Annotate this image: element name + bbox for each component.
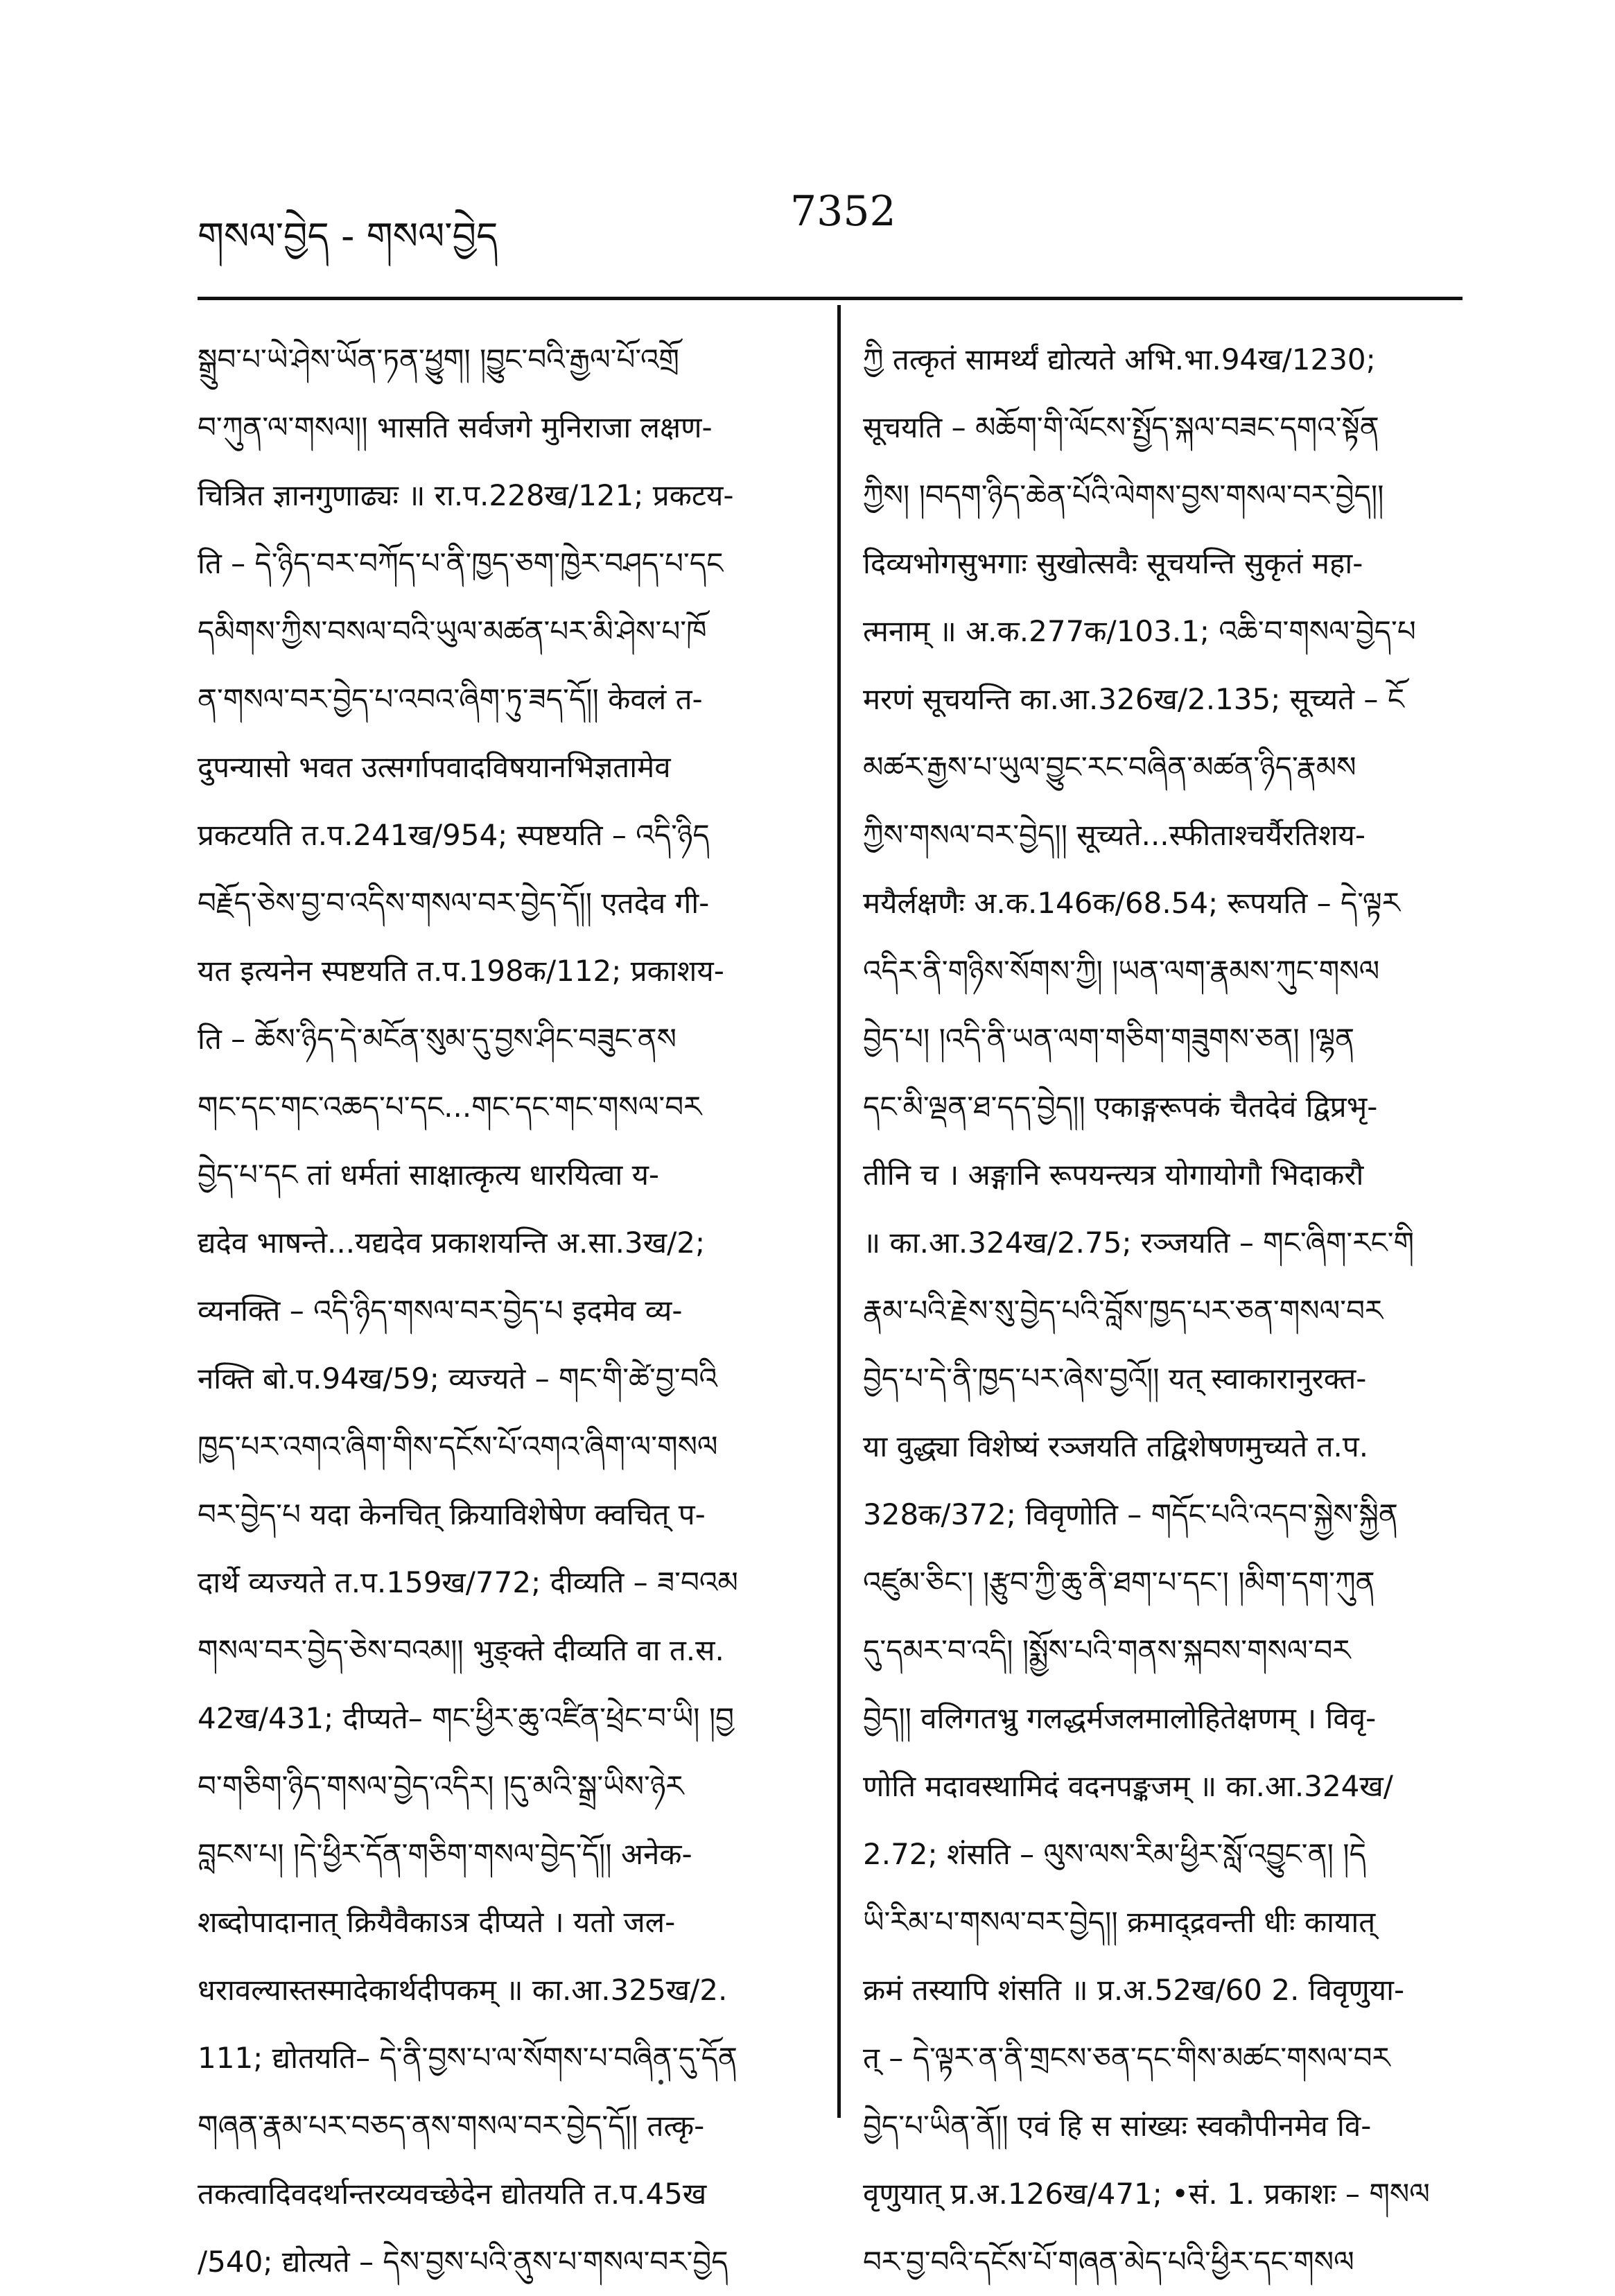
text-line: བརྗོད་ཅེས་བྱ་བ་འདིས་གསལ་བར་བྱེད་དོ།། एतदेव गी-	[198, 886, 710, 920]
text-line: དམིགས་ཀྱིས་བསལ་བའི་ཡུལ་མཚན་པར་མི་ཤེས་པ་ཁོ	[198, 614, 707, 648]
text-line: णोति मदावस्थामिदं वदनपङ्कजम् ॥ का.आ.324ख/	[863, 1769, 1393, 1803]
text-line: འཛུམ་ཅིང་། །རྩུབ་ཀྱི་ཆུ་ནི་ཐག་པ་དང་། །མིག་དག་ཀུན	[863, 1565, 1375, 1599]
text-line: གསལ་བར་བྱེད་ཅེས་བའམ།། भुङ्क्ते दीव्यति वा त.स.	[198, 1633, 724, 1667]
left-column	[198, 326, 814, 2279]
column-divider	[837, 305, 841, 2118]
text-line: धरावल्यास्तस्मादेकार्थदीपकम् ॥ का.आ.325ख/2.	[198, 1973, 728, 2007]
text-line: བྱེད་པ། །འདི་ནི་ཡན་ལག་གཅིག་གཟུགས་ཅན། །ལྷན	[863, 1022, 1355, 1056]
text-line: तकत्वादिवदर्थान्तरव्यवच्छेदेन द्योतयति त.प.45ख	[198, 2177, 707, 2211]
text-line: བྱེད་པ་ཡིན་ནོ།། एवं हि स सांख्यः स्वकौपीनमेव वि-	[863, 2109, 1372, 2143]
text-line: བར་བྱ་བའི་དངོས་པོ་གཞན་མེད་པའི་ཕྱིར་དང་གསལ	[863, 2245, 1354, 2279]
text-line: ति – དེ་ཉིད་བར་བཀོད་པ་ནི་ཁྱད་ཅག་ཁྱེར་བཤད་པ་དང	[198, 546, 724, 580]
text-line: ॥ का.आ.324ख/2.75; रञ्जयति – གང་ཞིག་རང་གི	[863, 1226, 1415, 1260]
text-line: ན་གསལ་བར་བྱེད་པ་འབའ་ཞིག་ཏུ་ཟད་དོ།། केवलं त-	[198, 682, 703, 716]
text-line: मरणं सूचयन्ति का.आ.326ख/2.135; सूच्यते – ངོ	[863, 682, 1404, 716]
text-line: व्यनक्ति – འདི་ཉིད་གསལ་བར་བྱེད་པ इदमेव व्य-	[198, 1294, 683, 1328]
text-line: གང་དང་གང་འཆད་པ་དང...གང་དང་གང་གསལ་བར	[198, 1090, 702, 1124]
text-line: ཀྱིས་གསལ་བར་བྱེད།། सूच्यते...स्फीताश्चर्यैरतिशय-	[863, 818, 1366, 852]
text-line: བྱེད་པ་དེ་ནི་ཁྱད་པར་ཞེས་བྱའོ།། यत् स्वाकारानुरक्त-	[863, 1362, 1367, 1395]
text-line: རྣམ་པའི་རྗེས་སུ་བྱེད་པའི་བློས་ཁྱད་པར་ཅན་གསལ་བར	[863, 1294, 1383, 1328]
page-number: 7352	[790, 187, 896, 236]
text-line: 328क/372; विवृणोति – གདོང་པའི་འདབ་སྐྱེས་སྐྱིན	[863, 1497, 1398, 1531]
text-line: दुपन्यासो भवत उत्सर्गापवादविषयानभिज्ञतामेव	[198, 750, 671, 784]
page-header	[0, 187, 1615, 258]
text-line: चित्रित ज्ञानगुणाढ्यः ॥ रा.प.228ख/121; प्रकटय-	[198, 478, 734, 512]
text-line: མཚར་རྒྱས་པ་ཡུལ་བྱུང་རང་བཞིན་མཚན་ཉིད་རྣམས	[863, 750, 1356, 784]
text-line: ति – ཆོས་ཉིད་དེ་མངོན་སུམ་དུ་བྱས་ཤིང་བཟུང་ནས	[198, 1022, 676, 1056]
text-line: दार्थे व्यज्यते त.प.159ख/772; दीव्यति – ཟ་བའམ	[198, 1565, 738, 1599]
stray-dot	[658, 2080, 663, 2085]
text-line: གཞན་རྣམ་པར་བཅད་ནས་གསལ་བར་བྱེད་དོ།། तत्कृ-	[198, 2109, 705, 2143]
text-line: 42ख/431; दीप्यते– གང་ཕྱིར་ཆུ་འཛིན་ཕྲེང་བ་ཡི། །བྱ	[198, 1701, 735, 1735]
text-line: བ་གཅིག་ཉིད་གསལ་བྱེད་འདིར། །དུ་མའི་སྒྲ་ཡིས་ཉེར	[198, 1769, 684, 1803]
text-line: द्यदेव भाषन्ते...यद्यदेव प्रकाशयन्ति अ.सा.3ख/2;	[198, 1226, 706, 1260]
text-line: वृणुयात् प्र.अ.126ख/471; •सं. 1. प्रकाशः – གསལ	[863, 2177, 1430, 2211]
text-line: शब्दोपादानात् क्रियैवैकाऽत्र दीप्यते । यतो जल-	[198, 1905, 676, 1939]
text-line: मयैर्लक्षणैः अ.क.146क/68.54; रूपयति – དེ་ལྟར	[863, 886, 1401, 920]
right-column	[863, 326, 1466, 2279]
header-rule	[198, 297, 1463, 300]
text-line: त् – དེ་ལྟར་ན་ནི་གྲངས་ཅན་དང་གིས་མཚང་གསལ་བར	[863, 2041, 1390, 2075]
running-head: གསལ་བྱེད - གསལ་བྱེད	[198, 214, 498, 258]
text-line: 2.72; शंसति – ལུས་ལས་རིམ་ཕྱིར་སློ་འབྱུང་ན། །དེ	[863, 1837, 1366, 1871]
text-line: བླངས་པ། །དེ་ཕྱིར་དོན་གཅིག་གསལ་བྱེད་དོ།། अनेक-	[198, 1837, 692, 1871]
text-line: སྒྲུབ་པ་ཡེ་ཤེས་ཡོན་ཏན་ཕྱུག། །བྱུང་བའི་རྒྱལ་པོ་འགྲོ	[198, 342, 679, 376]
text-line: ཁྱད་པར་འགའ་ཞིག་གིས་དངོས་པོ་འགའ་ཞིག་ལ་གསལ	[198, 1429, 718, 1463]
text-line: प्रकटयति त.प.241ख/954; स्पष्टयति – འདི་ཉིད	[198, 818, 710, 852]
text-line: ཀྱིས། །བདག་ཉིད་ཆེན་པོའི་ལེགས་བྱས་གསལ་བར་བྱེད།།	[863, 478, 1384, 512]
text-line: དུ་དམར་བ་འདི། །སྨྱོས་པའི་གནས་སྐབས་གསལ་བར	[863, 1633, 1351, 1667]
text-line: ཡི་རིམ་པ་གསལ་བར་བྱེད།། क्रमाद्द्रवन्ती धीः कायात्	[863, 1905, 1376, 1939]
text-line: नक्ति बो.प.94ख/59; व्यज्यते – གང་གི་ཚེ་བྱ་བའི	[198, 1362, 717, 1395]
text-line: བར་བྱེད་པ यदा केनचित् क्रियाविशेषेण क्वचित् प-	[198, 1497, 706, 1531]
text-line: दिव्यभोगसुभगाः सुखोत्सवैः सूचयन्ति सुकृतं महा-	[863, 546, 1363, 580]
text-line: བྱེད་པ་དང तां धर्मतां साक्षात्कृत्य धारयित्वा य-	[198, 1158, 660, 1192]
text-line: 111; द्योतयति– དེ་ནི་བྱས་པ་ལ་སོགས་པ་བཞིན་དུ་དོན	[198, 2041, 737, 2075]
text-line: བ་ཀུན་ལ་གསལ།། भासति सर्वजगे मुनिराजा लक्षण-	[198, 410, 713, 444]
text-line: यत इत्यनेन स्पष्टयति त.प.198क/112; प्रकाशय-	[198, 954, 724, 988]
text-line: འདིར་ནི་གཉིས་སོགས་ཀྱི། །ཡན་ལག་རྣམས་ཀུང་གསལ	[863, 954, 1380, 988]
text-line: དང་མི་ལྡན་ཐ་དད་བྱེད།། एकाङ्गरूपकं चैतदेवं द्विप्रभृ-	[863, 1090, 1378, 1124]
text-line: /540; द्योत्यते – དེས་བྱས་པའི་ནུས་པ་གསལ་བར་བྱེད	[198, 2245, 728, 2279]
text-line: सूचयति – མཆོག་གི་ལོངས་སྤྱོད་སྐལ་བཟང་དགའ་སྟོན	[863, 410, 1379, 444]
text-line: བྱེད།། वलिगतभ्रु गलद्धर्मजलमालोहितेक्षणम् । विवृ-	[863, 1701, 1377, 1735]
text-line: तीनि च । अङ्गानि रूपयन्त्यत्र योगायोगौ भिदाकरौ	[863, 1158, 1364, 1192]
text-line: क्रमं तस्यापि शंसति ॥ प्र.अ.52ख/60 2. विवृणुया-	[863, 1973, 1405, 2007]
text-line: या वुद्ध्या विशेष्यं रञ्जयति तद्विशेषणमुच्यते त.प.	[863, 1429, 1369, 1463]
text-line: ཀྱི तत्कृतं सामर्थ्यं द्योत्यते अभि.भा.94ख/1230;	[863, 342, 1376, 376]
text-line: त्मनाम् ॥ अ.क.277क/103.1; འཆི་བ་གསལ་བྱེད་པ	[863, 614, 1416, 648]
